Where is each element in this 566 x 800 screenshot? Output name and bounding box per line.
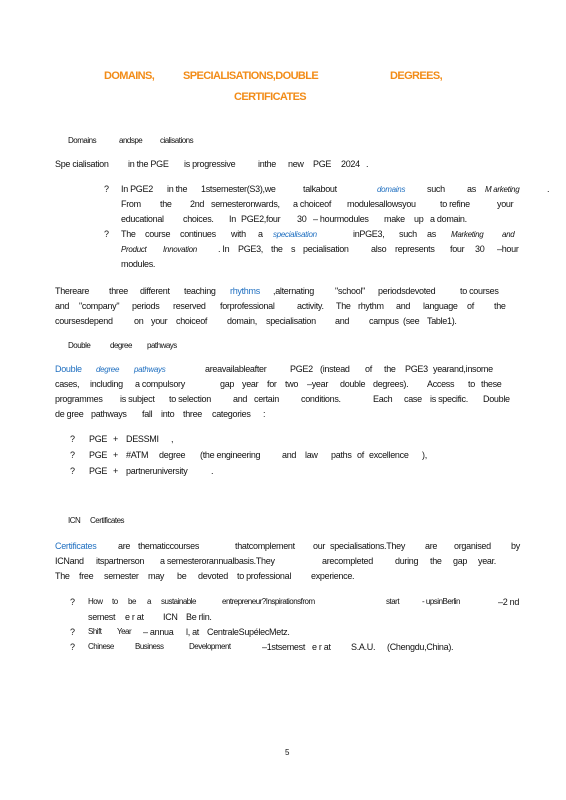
text: devoted (198, 571, 228, 581)
text: also (371, 244, 387, 254)
text: the (384, 364, 396, 374)
text: organised (454, 541, 491, 551)
text: our (313, 541, 326, 551)
text: . In (218, 244, 230, 254)
text: itspartnerson (96, 556, 145, 566)
bullet-marker: ? (104, 184, 110, 194)
text: a domain. (430, 214, 467, 224)
text: . (211, 466, 214, 476)
text: (the engineering (200, 450, 261, 460)
text: (Chengdu,China). (387, 642, 454, 652)
text: periods (132, 301, 160, 311)
text: two (285, 379, 299, 389)
text: inthe (258, 159, 277, 169)
text: categories (212, 409, 251, 419)
text: thematiccourses (138, 541, 200, 551)
text: Marketing (451, 230, 484, 239)
link-pathways[interactable]: pathways (134, 365, 166, 374)
text: 1stsemester(S3),we (201, 184, 276, 194)
text: - upsinBerlin (422, 597, 460, 606)
text: , (171, 434, 174, 444)
bullet-marker: ? (70, 450, 76, 460)
text: In (229, 214, 236, 224)
text: (instead (320, 364, 350, 374)
text: a (147, 597, 151, 606)
text: PGE2 (290, 364, 313, 374)
text: PGE2,four (241, 214, 281, 224)
text: paths (331, 450, 352, 460)
section-heading-part: andspe (119, 136, 143, 145)
text: the (160, 199, 172, 209)
text: . (366, 159, 369, 169)
text: as (467, 184, 476, 194)
text: semester (104, 571, 139, 581)
text: pecialisation (303, 244, 349, 254)
text: and (396, 301, 411, 311)
title-degrees: DEGREES, (390, 70, 443, 82)
text: by (511, 541, 520, 551)
text: semest (88, 612, 116, 622)
text: coursesdepend (55, 316, 113, 326)
link-domains[interactable]: domains (377, 185, 406, 194)
text: specialisations.They (330, 541, 406, 551)
text: The (121, 229, 136, 239)
text: PGE (89, 450, 108, 460)
text: make (384, 214, 405, 224)
text: gap (220, 379, 235, 389)
text: of (357, 450, 364, 460)
text: the (494, 301, 506, 311)
text: – hourmodules (313, 214, 369, 224)
text: choiceof (176, 316, 208, 326)
text: degree (159, 450, 186, 460)
text: be (177, 571, 187, 581)
text: law (305, 450, 318, 460)
text: four (450, 244, 465, 254)
title-specialisations: SPECIALISATIONS,DOUBLE (183, 70, 319, 82)
text: specialisation (266, 316, 316, 326)
text: yearand,insome (433, 364, 493, 374)
text: to refine (440, 199, 470, 209)
text: In PGE2 (121, 184, 153, 194)
text: free (79, 571, 94, 581)
text: CentraleSupélecMetz. (207, 627, 290, 637)
text: ), (422, 450, 427, 460)
text: a compulsory (135, 379, 185, 389)
text: inPGE3, (353, 229, 385, 239)
text: PGE (89, 434, 108, 444)
text: conditions. (301, 394, 341, 404)
text: double (340, 379, 366, 389)
text: are (425, 541, 438, 551)
text: ICNand (55, 556, 84, 566)
text: areavailableafter (205, 364, 267, 374)
text: ,alternating (273, 286, 314, 296)
section-heading-part: ICN (68, 516, 81, 525)
text: different (140, 286, 170, 296)
text: with (231, 229, 246, 239)
text: Access (427, 379, 455, 389)
text: s (291, 244, 296, 254)
text: in the PGE (128, 159, 169, 169)
text: and (233, 394, 248, 404)
title-certificates: CERTIFICATES (234, 91, 307, 103)
text: 2024 (341, 159, 360, 169)
link-degree[interactable]: degree (96, 365, 120, 374)
text: "school" (335, 286, 366, 296)
link-rhythms[interactable]: rhythms (230, 286, 260, 296)
text: modules. (121, 259, 156, 269)
text: year. (478, 556, 497, 566)
section-heading-part: Domains (68, 136, 97, 145)
text: of (365, 364, 372, 374)
text: pathways (91, 409, 127, 419)
text: activity. (297, 301, 324, 311)
text: The (336, 301, 351, 311)
text: –hour (497, 244, 519, 254)
text: talkabout (303, 184, 337, 194)
bullet-marker: ? (70, 434, 76, 444)
text: PGE3 (405, 364, 428, 374)
text: three (109, 286, 129, 296)
text: and (335, 316, 350, 326)
text: programmes (55, 394, 103, 404)
text: + (113, 466, 118, 476)
text: #ATM (126, 450, 149, 460)
text: : (263, 409, 266, 419)
text: de gree (55, 409, 84, 419)
text: to courses (460, 286, 499, 296)
text: e r at (125, 612, 144, 622)
text: Year (117, 627, 132, 636)
text: represents (395, 244, 435, 254)
text: degrees). (373, 379, 409, 389)
section-heading-part: pathways (147, 341, 177, 350)
link-double[interactable]: Double (55, 364, 82, 374)
text: campus (369, 316, 399, 326)
text: to (112, 597, 118, 606)
text: 2nd (190, 199, 205, 209)
text: l, at (186, 627, 200, 637)
page-number: 5 (285, 748, 290, 757)
text: course (145, 229, 171, 239)
text: partneruniversity (126, 466, 188, 476)
text: such (399, 229, 417, 239)
text: the (430, 556, 442, 566)
text: –1stsemest (262, 642, 306, 652)
link-table1[interactable]: Table1). (427, 316, 457, 326)
section-heading-part: Certificates (90, 516, 125, 525)
section-heading-part: degree (110, 341, 132, 350)
text: on (134, 316, 144, 326)
text: to (468, 379, 475, 389)
text: –year (307, 379, 329, 389)
text: and (282, 450, 297, 460)
text: – annua (143, 627, 174, 637)
text: language (423, 301, 458, 311)
text: (see (403, 316, 420, 326)
text: and (502, 230, 515, 239)
text: reserved (173, 301, 206, 311)
text: . (547, 184, 550, 194)
text: three (183, 409, 203, 419)
text: start (386, 597, 400, 606)
text: is subject (120, 394, 155, 404)
text: certain (254, 394, 279, 404)
bullet-marker: ? (70, 627, 76, 637)
text: your (497, 199, 514, 209)
text: up (414, 214, 424, 224)
text: such (427, 184, 445, 194)
link-certificates[interactable]: Certificates (55, 541, 97, 551)
text: 30 (297, 214, 307, 224)
text: sustainable (161, 597, 196, 606)
text: case (404, 394, 422, 404)
text: the (271, 244, 283, 254)
text: domain, (227, 316, 257, 326)
text: a choiceof (293, 199, 332, 209)
text: ICN (163, 612, 178, 622)
text: year (242, 379, 259, 389)
text: into (161, 409, 175, 419)
text: a (258, 229, 263, 239)
text: for (267, 379, 277, 389)
section-heading-part: cialisations (160, 136, 194, 145)
text: to selection (169, 394, 211, 404)
text: Be rlin. (186, 612, 212, 622)
bullet-marker: ? (70, 642, 76, 652)
text: choices. (183, 214, 214, 224)
text: rhythm (358, 301, 384, 311)
text: + (113, 450, 118, 460)
text: Development (189, 642, 231, 651)
text: PGE (313, 159, 332, 169)
text: –2 nd (498, 597, 520, 607)
text: Thereare (55, 286, 90, 296)
text: these (481, 379, 502, 389)
bullet-marker: ? (70, 597, 76, 607)
text: Each (373, 394, 393, 404)
text: Shift (88, 627, 102, 636)
text: periodsdevoted (378, 286, 436, 296)
text: teaching (184, 286, 216, 296)
text: cases, (55, 379, 80, 389)
text: during (395, 556, 419, 566)
text: thatcomplement (235, 541, 295, 551)
text: Innovation (163, 245, 197, 254)
text: semesteronwards, (211, 199, 280, 209)
text: to professional (237, 571, 292, 581)
text: as (427, 229, 436, 239)
text: experience. (311, 571, 355, 581)
text: continues (180, 229, 216, 239)
text: Business (135, 642, 164, 651)
text: excellence (369, 450, 409, 460)
text: forprofessional (220, 301, 275, 311)
text: and (55, 301, 70, 311)
section-heading-part: Double (68, 341, 91, 350)
text: is specific. (430, 394, 468, 404)
link-specialisation[interactable]: specialisation (273, 230, 317, 239)
text: a semesterorannualbasis.They (160, 556, 275, 566)
text: entrepreneur?Inspirationsfrom (222, 597, 315, 606)
text: Double (483, 394, 510, 404)
text: is progressive (184, 159, 236, 169)
text: your (151, 316, 168, 326)
text: modulesallowsyou (347, 199, 416, 209)
text: "company" (79, 301, 120, 311)
text: be (128, 597, 136, 606)
title-domains: DOMAINS, (104, 70, 155, 82)
text: arecompleted (322, 556, 373, 566)
text: How (88, 597, 103, 606)
text: educational (121, 214, 164, 224)
text: fall (142, 409, 153, 419)
text: Spe cialisation (55, 159, 109, 169)
text: new (288, 159, 304, 169)
text: PGE3, (238, 244, 264, 254)
text: gap (453, 556, 468, 566)
text: are (118, 541, 131, 551)
bullet-marker: ? (104, 229, 110, 239)
text: including (90, 379, 123, 389)
text: Product (121, 245, 147, 254)
text: may (148, 571, 165, 581)
text: e r at (312, 642, 331, 652)
text: From (121, 199, 141, 209)
text: Chinese (88, 642, 114, 651)
text: + (113, 434, 118, 444)
text: of (467, 301, 474, 311)
text: M arketing (485, 185, 520, 194)
text: DESSMI (126, 434, 159, 444)
text: 30 (475, 244, 485, 254)
text: The (55, 571, 70, 581)
text: PGE (89, 466, 108, 476)
text: S.A.U. (351, 642, 376, 652)
text: in the (167, 184, 188, 194)
bullet-marker: ? (70, 466, 76, 476)
